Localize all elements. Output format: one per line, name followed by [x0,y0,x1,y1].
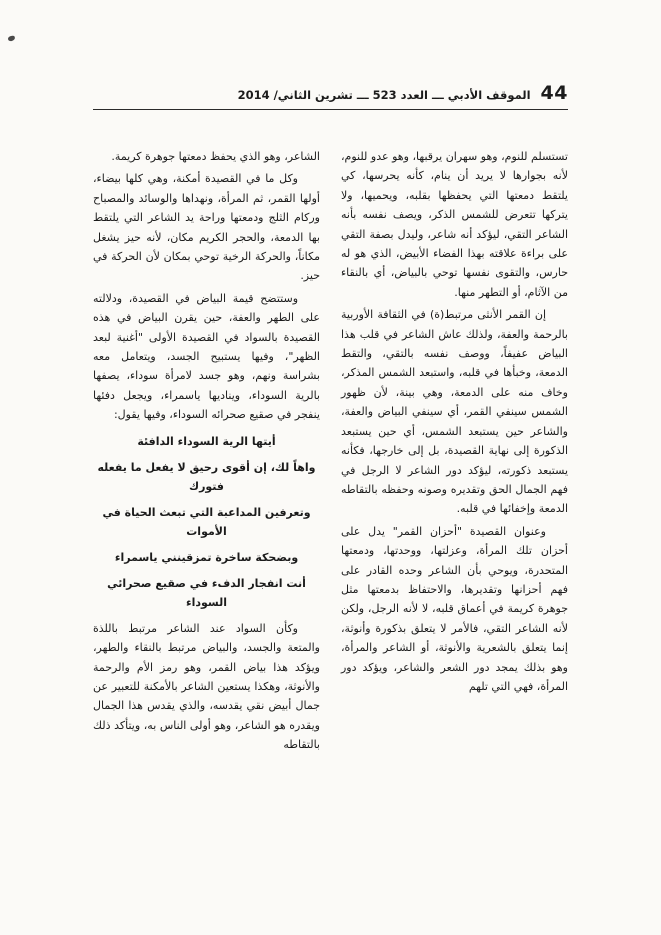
page-header [93,82,568,104]
page-content [93,0,568,758]
verse-line: واهاً لك، إن أقوى رحيق لا يفعل ما يفعله فتورك [97,460,316,493]
verse-line: وتعرفين المداعبة التي تبعث الحياة في الأموات [102,505,311,538]
paragraph: وكل ما في القصيدة أمكنة، وهي كلها بيضاء، أولها القمر، ثم المرأة، ونهداها والوسائد والمصباح وركام الثلج ودمعتها وراحة يد الشاعر التي يلتقط بها الدمعة، والحجر الكريم مكان، لأنه حيز يشغل مكاناً، والحركة الرخية توحي بمكان لأن الحركة في حيز. [93,172,320,283]
column-right [341,147,568,758]
paragraph: وستتضح قيمة البياض في القصيدة، ودلالته على الطهر والعفة، حين يقرن البياض في هذه القصيدة بالسواد في القصيدة الأولى "أغنية لبعد الظهر"، وفيها يستبيح الجسد، ويتعامل معه بشراسة ونهم، وهو جسد لامرأة سوداء، يصفها بالرية السوداء، ويناديها ياسمراء، ويجعل دفئها ينفجر في صقيع صحرائه السوداء، وفيها يقول: [93,291,320,422]
text-columns [93,147,568,758]
paragraph: إن القمر الأنثى مرتبط(ة) في الثقافة الأوربية بالرحمة والعفة، ولذلك عاش الشاعر في قلب هذا البياض عفيفاً، ووصف نفسه بالتقي، والتقط الدمعة، وخبأها في قلبه، واستبعد الشمس المذكر، وخاف منه على الدمعة، وهي بينة، لأن ظهور الشمس سينفي القمر، أي سينفي البياض والعفة، والشاعر حين يستبعد الشمس، أي حين يستبعد الذكورة إلى نهاية القصيدة، بل إلى خارجها، فكأنه يستبعد ذكورته، ليؤكد دور الشاعر لا الرجل في فهم الجمال الحق وتقديره وصونه وحفظه بالتقاطه الدمعة وإخفائها في قلبه. [341,308,568,516]
verse-line: وبضحكة ساخرة تمزقينني ياسمراء [114,550,299,564]
column-left [93,147,320,758]
header-rule [93,109,568,110]
page-number: 44 [540,82,568,104]
paragraph: وكأن السواد عند الشاعر مرتبط باللذة والمتعة والجسد، والبياض مرتبط بالنقاء والطهر، ويؤكد هذا بياض القمر، وهو رمز الأم والرحمة والأنوثة، وهكذا يستعين الشاعر بالأمكنة للتعبير عن جمال أبيض نقي يقدسه، والذي يقدس هذا الجمال ويقدره هو الشاعر، وهو أولى الناس به، ويتأكد ذلك بالتقاطه [93,621,320,752]
scan-speck [7,35,15,42]
journal-title: الموقف الأدبي ـــ العدد 523 ـــ تشرين الثاني/ 2014 [237,88,531,102]
paragraph: وعنوان القصيدة "أحزان القمر" يدل على أحزان تلك المرأة، وعزلتها، ووحدتها، ودمعتها المتحدرة، ويوحي بأن الشاعر وحده القادر على فهم أحزانها وتقديرها، والاحتفاظ بدمعتها مثل جوهرة كريمة في أعماق قلبه، لا لأنه الرجل، ولكن لأنه الشاعر التقي، فالأمر لا يتعلق بذكورة وأنوثة، إنما يتعلق بالشعرية والأنوثة، أو الشاعر والمرأة، وهو بذلك يمجد دور الشعر والشاعر، ويؤكد دور المرأة، فهي التي تلهم [341,524,568,693]
paragraph: تستسلم للنوم، وهو سهران يرقبها، وهو عدو للنوم، لأنه بجوارها لا يريد أن ينام، كأنه يحرسها، كي يلتقط دمعتها التي يحفظها بقلبه، ويحميها، ولا يتركها تتعرض للشمس الذكر، ويصف نفسه بأنه الشاعر التقي، ليؤكد أنه شاعر، وليدل بصفة التقي على براءة علاقته بهذا الفضاء الأبيض، الذي هو له حارس، والتقوى نفسها توحي بالبياض، أي بالنقاء من الآثام، أو التطهر منها. [341,150,568,299]
paragraph: الشاعر، وهو الذي يحفظ دمعتها جوهرة كريمة. [111,150,320,163]
verse-line: أيتها الرية السوداء الدافئة [137,434,276,448]
verse-line: أنت انفجار الدفء في صقيع صحرائي السوداء [107,576,306,609]
